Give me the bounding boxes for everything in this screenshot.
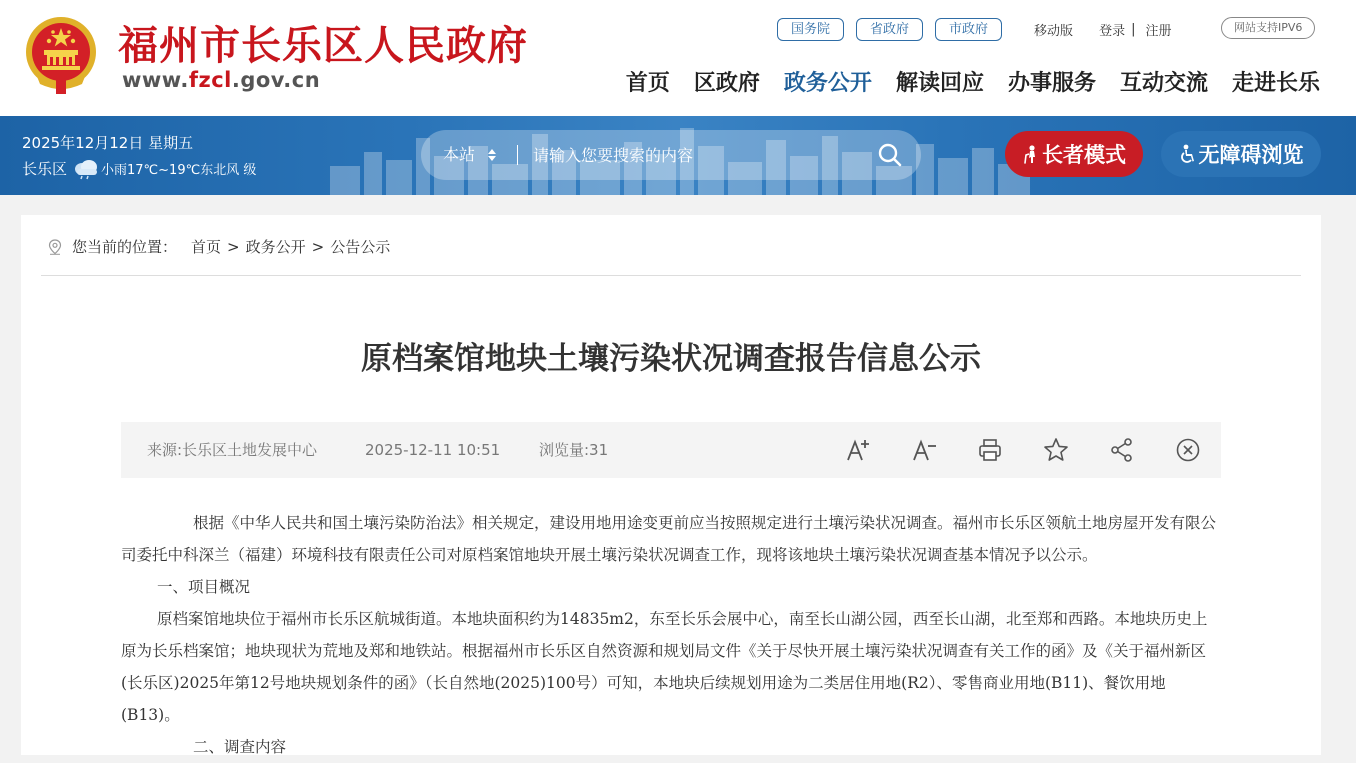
close-circle-icon[interactable] bbox=[1175, 437, 1201, 463]
weather-info bbox=[22, 158, 256, 179]
search-icon[interactable] bbox=[877, 142, 903, 168]
nav-district-gov[interactable]: 区政府 bbox=[693, 71, 760, 96]
sort-arrows-icon[interactable] bbox=[487, 146, 497, 164]
breadcrumb-sep: > bbox=[311, 237, 325, 256]
site-url bbox=[122, 68, 320, 92]
location-pin-icon bbox=[48, 239, 62, 255]
ipv6-badge: 网站支持IPV6 bbox=[1221, 17, 1315, 39]
national-emblem-icon[interactable] bbox=[22, 14, 100, 96]
search-divider bbox=[517, 145, 518, 165]
nav-about-changle[interactable]: 走进长乐 bbox=[1231, 71, 1320, 96]
article-paragraph: 原档案馆地块位于福州市长乐区航城街道。本地块面积约为14835m2，东至长乐会展中心，南至长山湖公园，西至长山湖，北至郑和西路。本地块历史上原为长乐档案馆；地块现状为荒地及郑和地铁站。根据福州市长乐区自然资源和规划局文件《关于尽快开展土壤污染状况调查有关工作的函》及《关于福州新区(长乐区)2025年第12号地块规划条件的函》（长自然地(2025)100号）可知，本地块后续规划用途为二类居住用地(R2）、零售商业用地(B11)、餐饮用地(B13)。 bbox=[121, 610, 1208, 724]
article-section-heading: 二、调查内容 bbox=[193, 738, 287, 756]
breadcrumb-home[interactable]: 首页 bbox=[191, 238, 222, 256]
nav-interpretation[interactable]: 解读回应 bbox=[895, 71, 984, 96]
elder-mode-button[interactable] bbox=[1005, 131, 1143, 177]
url-highlight: fzcl bbox=[188, 68, 232, 92]
login-link[interactable]: 登录 bbox=[1099, 23, 1126, 39]
search-scope-select[interactable]: 本站 bbox=[443, 145, 476, 164]
search-box bbox=[421, 130, 921, 180]
print-icon[interactable] bbox=[977, 437, 1003, 463]
breadcrumb-gov-affairs[interactable]: 政务公开 bbox=[245, 238, 306, 256]
current-date: 2025年12月12日 星期五 bbox=[22, 134, 194, 152]
register-link[interactable]: 注册 bbox=[1145, 23, 1172, 39]
main-nav bbox=[602, 66, 1320, 97]
accessible-browse-button[interactable] bbox=[1161, 131, 1321, 177]
mobile-version-link[interactable]: 移动版 bbox=[1034, 23, 1074, 39]
weather-text: 小雨17℃~19℃东北风 级 bbox=[101, 163, 257, 178]
nav-interaction[interactable]: 互动交流 bbox=[1119, 71, 1208, 96]
banner bbox=[0, 116, 1356, 195]
url-suffix: .gov.cn bbox=[231, 68, 321, 92]
article-body bbox=[121, 507, 1221, 763]
accessible-browse-label: 无障碍浏览 bbox=[1198, 143, 1304, 167]
elder-icon bbox=[1022, 144, 1040, 164]
breadcrumb-sep: > bbox=[227, 237, 240, 256]
nav-home[interactable]: 首页 bbox=[625, 71, 670, 96]
article-meta-bar bbox=[121, 422, 1221, 478]
article-paragraph: 根据《中华人民共和国土壤污染防治法》相关规定，建设用地用途变更前应当按照规定进行土壤污染状况调查。福州市长乐区领航土地房屋开发有限公司委托中科深兰（福建）环境科技有限责任公司对原档案馆地块开展土壤污染状况调查工作，现将该地块土壤污染状况调查基本情况予以公示。 bbox=[121, 514, 1217, 564]
search-input[interactable] bbox=[533, 130, 853, 180]
breadcrumb bbox=[48, 236, 390, 257]
site-title: 福州市长乐区人民政府 bbox=[118, 22, 528, 69]
city-link[interactable]: 市政府 bbox=[935, 18, 1002, 41]
share-icon[interactable] bbox=[1109, 437, 1135, 463]
cloud-rain-icon bbox=[73, 159, 99, 179]
top-links bbox=[777, 17, 1171, 41]
article-time: 2025-12-11 10:51 bbox=[365, 441, 501, 459]
breadcrumb-announcements[interactable]: 公告公示 bbox=[330, 238, 391, 256]
breadcrumb-divider bbox=[41, 275, 1301, 276]
district-label: 长乐区 bbox=[22, 160, 68, 178]
breadcrumb-prefix: 您当前的位置： bbox=[72, 238, 178, 256]
nav-gov-affairs[interactable]: 政务公开 bbox=[783, 71, 872, 96]
font-decrease-icon[interactable] bbox=[911, 437, 937, 463]
elder-mode-label: 长者模式 bbox=[1042, 143, 1126, 167]
article-views: 浏览量:31 bbox=[539, 441, 609, 459]
star-icon[interactable] bbox=[1043, 437, 1069, 463]
nav-services[interactable]: 办事服务 bbox=[1007, 71, 1096, 96]
article-title: 原档案馆地块土壤污染状况调查报告信息公示 bbox=[361, 341, 981, 377]
link-separator: | bbox=[1131, 21, 1136, 37]
province-link[interactable]: 省政府 bbox=[856, 18, 923, 41]
article-panel bbox=[21, 215, 1321, 755]
url-prefix: www. bbox=[122, 68, 189, 92]
site-header bbox=[0, 0, 1356, 116]
article-source: 来源:长乐区土地发展中心 bbox=[147, 441, 318, 459]
state-council-link[interactable]: 国务院 bbox=[777, 18, 844, 41]
font-increase-icon[interactable] bbox=[845, 437, 871, 463]
article-section-heading: 一、项目概况 bbox=[157, 578, 251, 596]
wheelchair-icon bbox=[1179, 144, 1197, 164]
